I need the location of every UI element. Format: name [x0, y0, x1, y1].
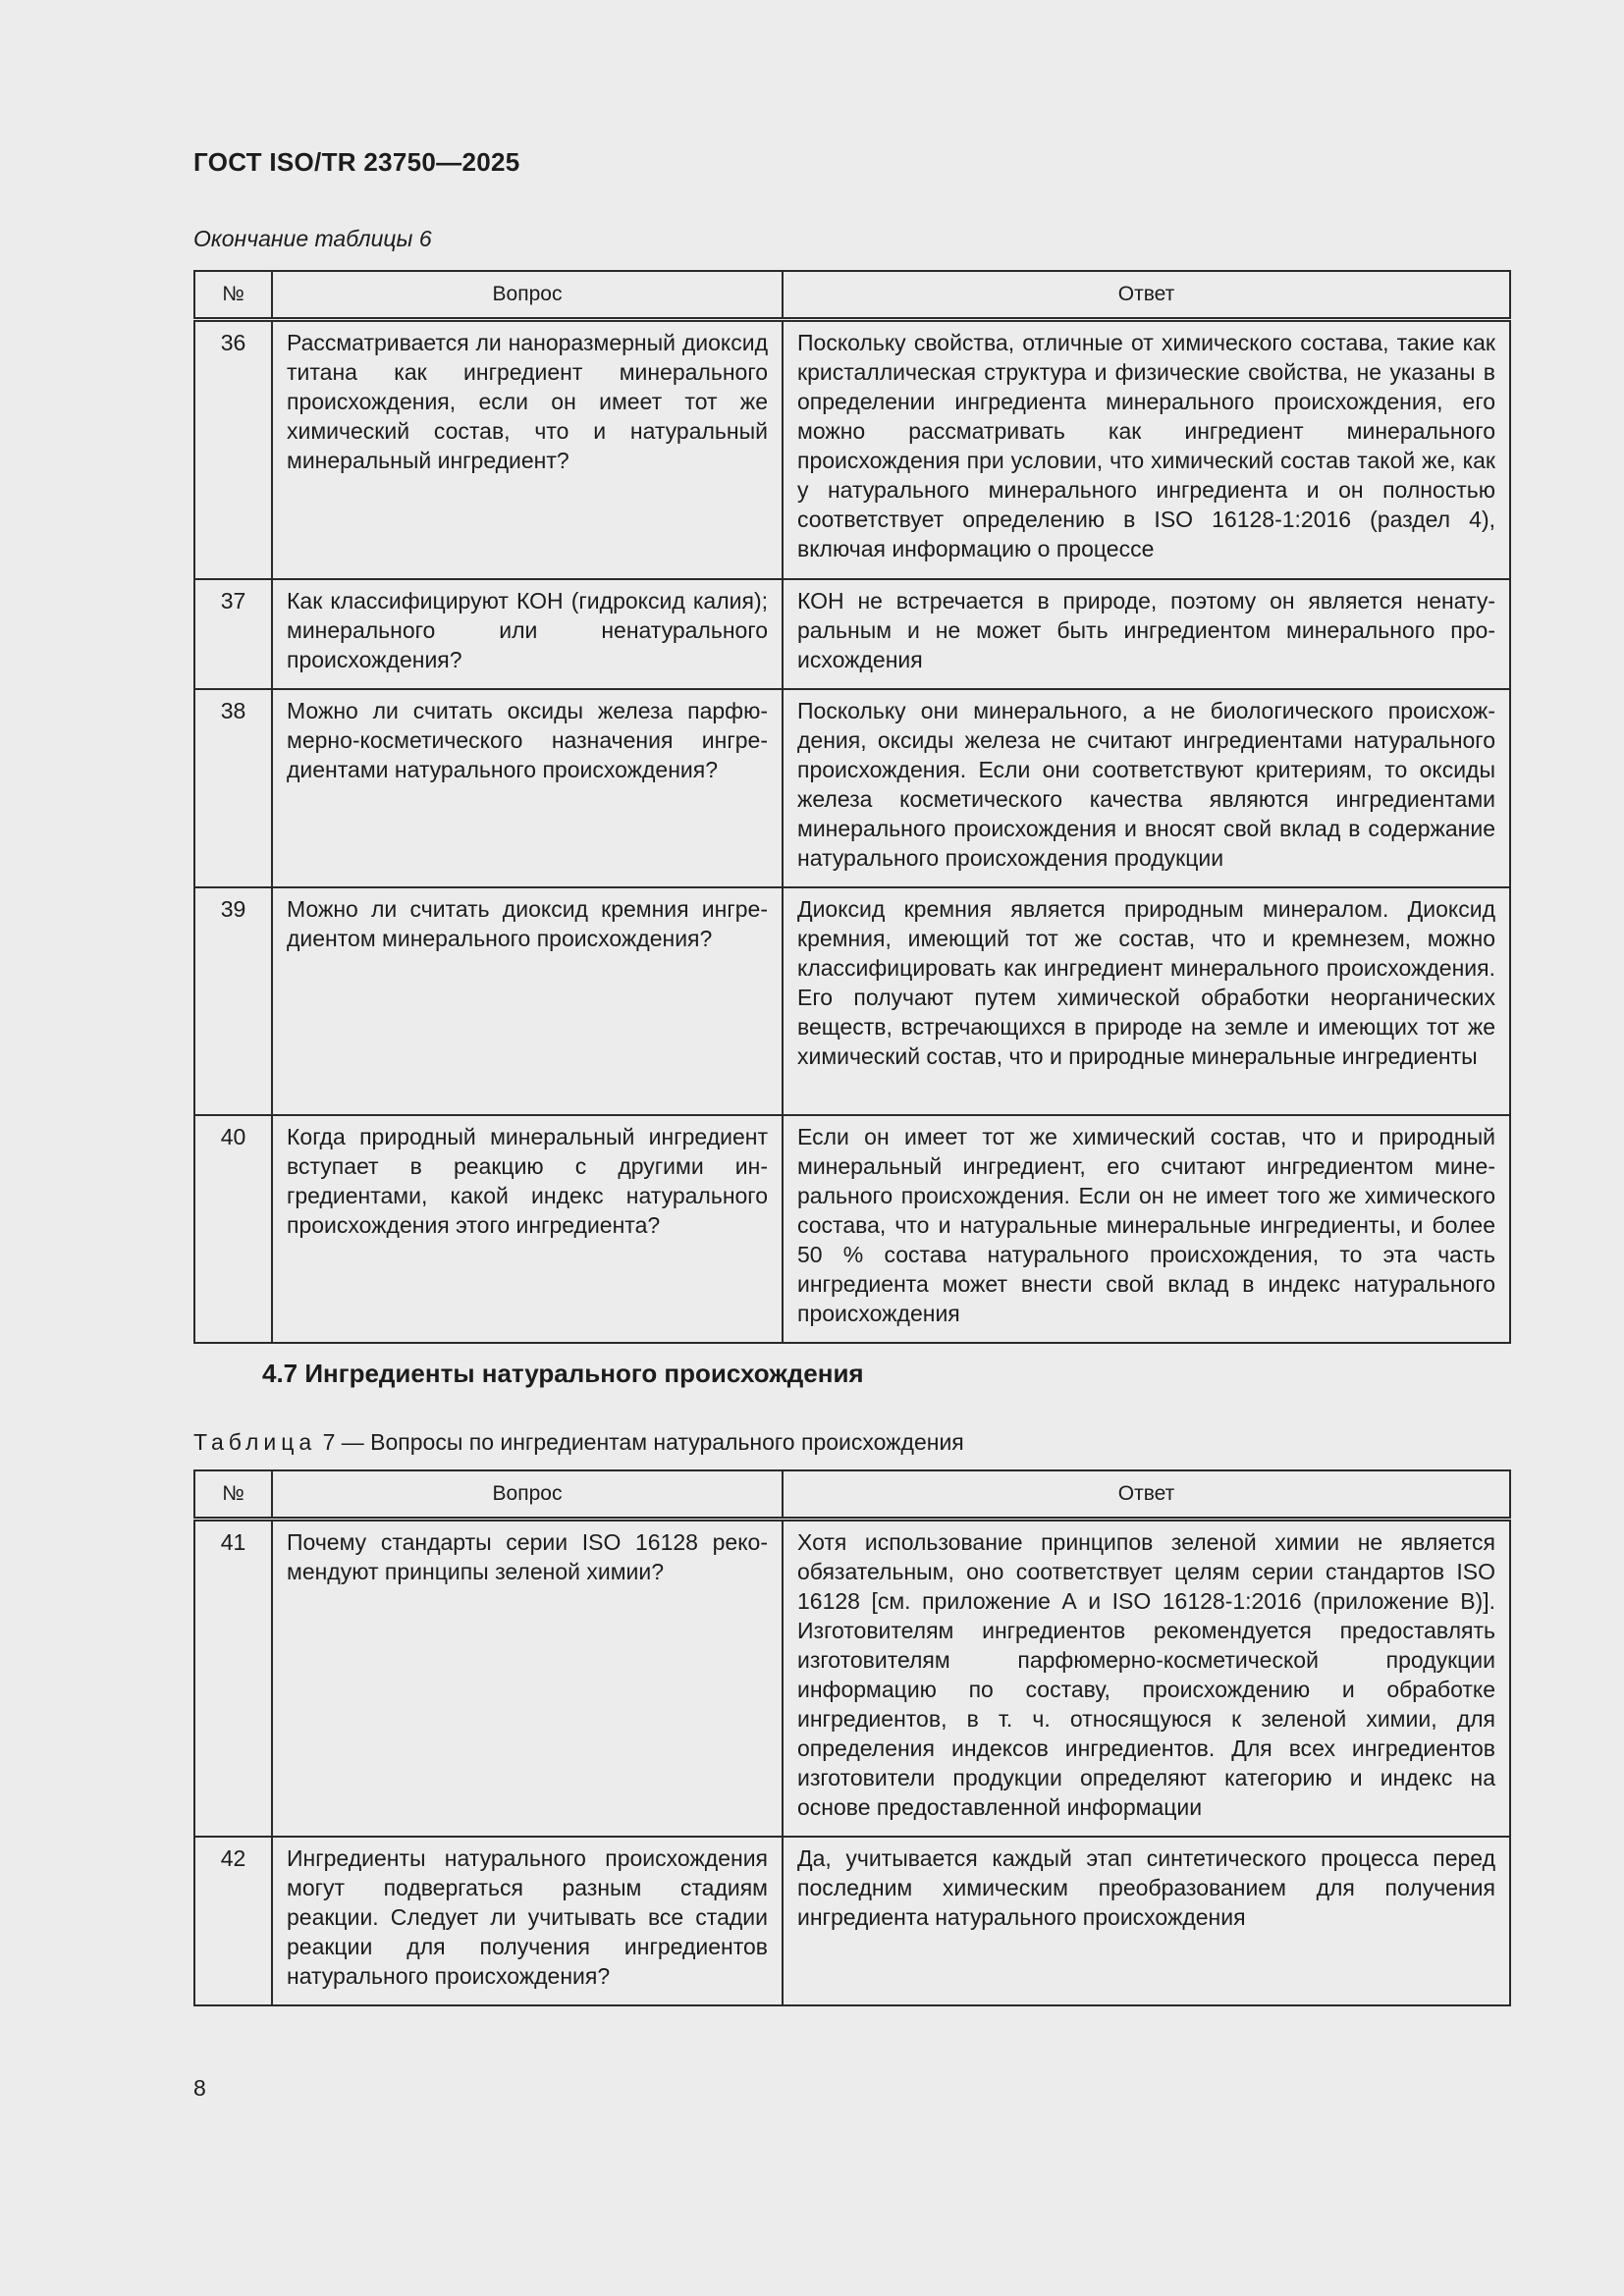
table-row	[194, 1837, 1510, 2005]
row-number: 42	[194, 1837, 272, 2005]
answer-cell: Хотя использование принципов зеленой химии не является обязательным, оно соответствует целям серии стандартов ISO 16128 [см. приложение А и ISO 16128-1:2016 (приложение В)]. Изготовителям ингредиентов рекомендуется предоставлять изготовителям парфюмерно-косметической продукции информацию по составу, происхождению и обработке ингредиентов, в т. ч. относящуюся к зеленой химии, для определения индексов ингредиентов. Для всех ингредиентов изготовители продукции определяют категорию и индекс на основе предоставленной информации	[783, 1520, 1510, 1838]
table-row	[194, 887, 1510, 1115]
answer-cell: Поскольку они минерального, а не биологического происхождения, оксиды железа не считают ингредиентами натурального происхождения. Если они соответствуют критериям, то оксиды железа косметического качества являются ингредиентами минерального происхождения и вносят свой вклад в содержание натурального происхождения продукции	[783, 689, 1510, 887]
table-continuation-caption: Окончание таблицы 6	[193, 226, 432, 251]
answer-cell: Диоксид кремния является природным минералом. Диоксид кремния, имеющий тот же состав, что и кремнезем, можно классифицировать как ингредиент минерального происхождения. Его получают путем химической обработки неорганических веществ, встречающихся в природе на земле и имеющих тот же химический состав, что и природные минеральные ингредиенты	[783, 887, 1510, 1115]
question-cell: Ингредиенты натурального происхождения могут подвергаться разным стадиям реакции. Следует ли учитывать все стадии реакции для получения ингредиентов натурального происхождения?	[272, 1837, 783, 2005]
page-number: 8	[193, 2075, 206, 2101]
row-number: 41	[194, 1520, 272, 1838]
question-cell: Почему стандарты серии ISO 16128 рекомендуют принципы зеленой химии?	[272, 1520, 783, 1838]
questions-table-7	[193, 1469, 1511, 2006]
row-number: 36	[194, 320, 272, 580]
column-header-answer: Ответ	[783, 271, 1510, 320]
table-row	[194, 579, 1510, 689]
row-number: 39	[194, 887, 272, 1115]
column-header-question: Вопрос	[272, 1470, 783, 1520]
table-row	[194, 320, 1510, 580]
question-cell: Когда природный минеральный ингредиент вступает в реакцию с другими ингредиентами, какой индекс натурального происхождения этого ингредиента?	[272, 1115, 783, 1343]
table-header-row	[194, 271, 1510, 320]
column-header-answer: Ответ	[783, 1470, 1510, 1520]
answer-cell: Если он имеет тот же химический состав, что и природный минеральный ингредиент, его считают ингредиентом минерального происхождения. Если он не имеет того же химического состава, что и натуральные минеральные ингредиенты, и более 50 % состава натурального происхождения, то эта часть ингредиента может внести свой вклад в индекс натурального происхождения	[783, 1115, 1510, 1343]
answer-cell: Поскольку свойства, отличные от химического состава, такие как кристаллическая структура и физические свойства, не указаны в определении ингредиента минерального происхождения, его можно рассматривать как ингредиент минерального происхождения при условии, что химический состав такой же, как у натурального минерального ингредиента и он полностью соответствует определению в ISO 16128-1:2016 (раздел 4), включая информацию о процессе	[783, 320, 1510, 580]
table-title-text: 7 — Вопросы по ингредиентам натурального происхождения	[322, 1429, 964, 1455]
answer-cell: Да, учитывается каждый этап синтетического процесса перед последним химическим преобразованием для получения ингредиента натурального происхождения	[783, 1837, 1510, 2005]
row-number: 38	[194, 689, 272, 887]
row-number: 37	[194, 579, 272, 689]
row-number: 40	[194, 1115, 272, 1343]
table-row	[194, 689, 1510, 887]
questions-table-6	[193, 270, 1511, 1344]
column-header-number: №	[194, 271, 272, 320]
question-cell: Можно ли считать оксиды железа парфюмерно-косметического назначения ингредиентами натурального происхождения?	[272, 689, 783, 887]
column-header-number: №	[194, 1470, 272, 1520]
table-header-row	[194, 1470, 1510, 1520]
question-cell: Рассматривается ли наноразмерный диоксид титана как ингредиент минерального происхождения, если он имеет тот же химический состав, что и натуральный минеральный ингредиент?	[272, 320, 783, 580]
question-cell: Как классифицируют КОН (гидроксид калия); минерального или ненатурального происхождения?	[272, 579, 783, 689]
column-header-question: Вопрос	[272, 271, 783, 320]
answer-cell: КОН не встречается в природе, поэтому он является ненатуральным и не может быть ингредиентом минерального происхождения	[783, 579, 1510, 689]
table-7-title	[193, 1429, 964, 1456]
table-row	[194, 1115, 1510, 1343]
table-row	[194, 1520, 1510, 1838]
document-code: ГОСТ ISO/TR 23750—2025	[193, 147, 520, 177]
section-heading: 4.7 Ингредиенты натурального происхождения	[262, 1359, 864, 1388]
question-cell: Можно ли считать диоксид кремния ингредиентом минерального происхождения?	[272, 887, 783, 1115]
table-title-label: Таблица	[193, 1429, 317, 1455]
